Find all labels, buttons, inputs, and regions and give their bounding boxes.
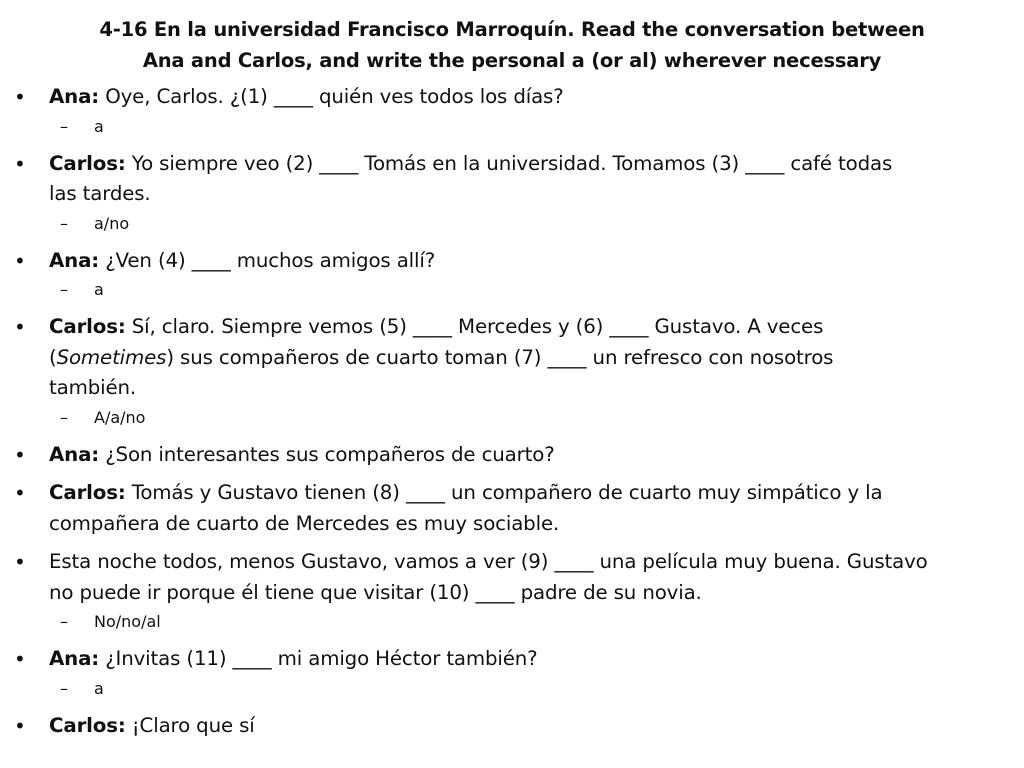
list-item (0, 246, 1024, 277)
item-text: Esta noche todos, menos Gustavo, vamos a ver (9) ____ una película muy buena. Gustavo (49, 550, 928, 573)
answer-text: a/no (94, 213, 130, 233)
item-text: Oye, Carlos. ¿(1) ____ quién ves todos los días? (99, 85, 564, 108)
answer-item (0, 609, 1024, 635)
list-item (0, 478, 1024, 539)
list-item (0, 547, 1024, 608)
title-line-2: Ana and Carlos, and write the personal a (or al) wherever necessary (142, 49, 882, 72)
item-text: ¡Claro que sí (125, 713, 255, 737)
bullet-icon: • (14, 713, 26, 738)
bullet-icon: • (14, 550, 26, 574)
list-item (0, 312, 1024, 404)
speaker-label: Carlos: (49, 315, 126, 338)
item-text: también. (49, 376, 136, 399)
answer-text: A/a/no (94, 407, 146, 427)
answer-item (0, 405, 1024, 431)
answer-item (0, 676, 1024, 702)
item-text: Sí, claro. Siempre vemos (5) ____ Mercedes y (6) ____ Gustavo. A veces (125, 315, 824, 338)
item-text: ( (49, 345, 57, 369)
dash-icon: – (60, 213, 68, 233)
dash-icon: – (60, 280, 68, 299)
list-item (0, 711, 1024, 742)
item-text: Yo siempre veo (2) ____ Tomás en la universidad. Tomamos (3) ____ café todas (125, 151, 893, 175)
title-line-1: 4-16 En la universidad Francisco Marroquín. Read the conversation between (99, 18, 925, 41)
answer-item (0, 114, 1024, 140)
bullet-icon: • (14, 315, 26, 339)
item-text: las tardes. (49, 182, 151, 205)
speaker-label: Ana: (49, 85, 100, 108)
dash-icon: – (60, 678, 68, 698)
bullet-icon: • (14, 151, 26, 176)
speaker-label: Ana: (49, 248, 100, 272)
conversation-list (0, 82, 1024, 741)
answer-item (0, 277, 1024, 303)
item-text: ¿Invitas (11) ____ mi amigo Héctor también? (99, 647, 538, 670)
item-text-emphasis: Sometimes (56, 345, 167, 369)
dash-icon: – (60, 612, 68, 631)
answer-text: a (94, 116, 104, 136)
dash-icon: – (60, 116, 68, 136)
answer-item (0, 211, 1024, 237)
answer-text: a (94, 280, 104, 299)
speaker-label: Ana: (49, 442, 100, 466)
list-item (0, 644, 1024, 675)
item-text: Tomás y Gustavo tienen (8) ____ un compañero de cuarto muy simpático y la (125, 481, 883, 504)
speaker-label: Ana: (49, 647, 100, 670)
item-text: no puede ir porque él tiene que visitar (10) ____ padre de su novia. (49, 580, 702, 604)
answer-text: No/no/al (94, 612, 161, 631)
item-text: ) sus compañeros de cuarto toman (7) ____ un refresco con nosotros (166, 345, 834, 369)
bullet-icon: • (14, 248, 26, 273)
item-text: compañera de cuarto de Mercedes es muy sociable. (49, 511, 560, 535)
list-item (0, 82, 1024, 113)
bullet-icon: • (14, 442, 26, 467)
list-item (0, 149, 1024, 210)
dash-icon: – (60, 407, 68, 427)
list-item (0, 440, 1024, 471)
answer-text: a (94, 678, 104, 698)
speaker-label: Carlos: (49, 481, 126, 504)
bullet-icon: • (14, 481, 26, 505)
bullet-icon: • (14, 647, 26, 671)
item-text: ¿Ven (4) ____ muchos amigos allí? (99, 248, 436, 272)
bullet-icon: • (14, 85, 26, 109)
speaker-label: Carlos: (49, 713, 126, 737)
speaker-label: Carlos: (49, 151, 126, 175)
item-text: ¿Son interesantes sus compañeros de cuarto? (99, 442, 555, 466)
page-title (40, 14, 984, 76)
